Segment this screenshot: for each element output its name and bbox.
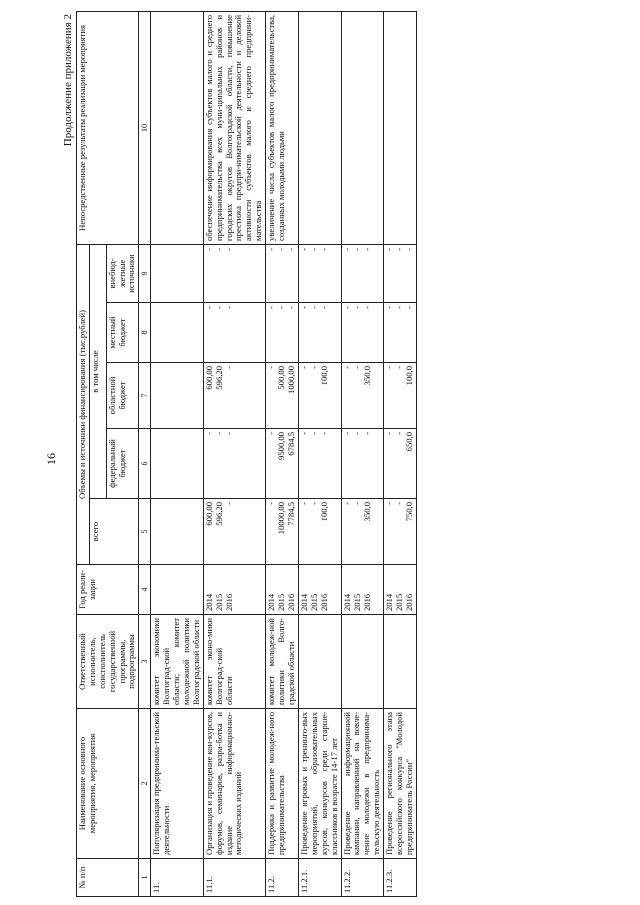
header-federal: федеральный бюджет — [106, 429, 139, 499]
local-value: - — [266, 306, 277, 309]
federal-cell — [266, 429, 299, 499]
local-value: - — [213, 306, 224, 309]
header-responsible: Ответственный исполнитель, соисполнитель государственной программы, подпрограммы — [77, 615, 139, 709]
federal-cell — [384, 429, 417, 499]
regional-value: 350,0 — [361, 366, 372, 386]
regional-value — [172, 366, 182, 425]
total-value — [152, 502, 162, 561]
result-text — [151, 11, 203, 244]
extra-value: - — [361, 247, 372, 251]
extra-value: - — [276, 247, 287, 251]
federal-value: 6784,5 — [286, 432, 297, 456]
federal-cell — [341, 429, 384, 499]
extrabudget-cell — [341, 244, 384, 302]
extra-value: - — [384, 247, 395, 251]
years-value: 2016 — [404, 593, 415, 611]
local-value: - — [361, 306, 372, 309]
total-cell — [384, 499, 417, 565]
local-value: - — [384, 306, 395, 309]
years-value: 2015 — [276, 593, 287, 611]
extra-value: - — [394, 247, 405, 251]
total-cell — [151, 499, 203, 565]
federal-value: - — [299, 432, 310, 435]
responsible-executor: комитет молодеж-ной политики Волго-градской области — [266, 615, 299, 709]
total-value: 596,20 — [213, 502, 224, 526]
total-value: 600,00 — [203, 502, 214, 526]
years-cell — [341, 565, 384, 615]
activity-name: Организация и проведение кон-курсов, форумов, семинаров, разра-ботка и издание информационно-методических изданий — [203, 709, 265, 859]
local-cell — [203, 303, 265, 363]
regional-value — [162, 366, 172, 425]
result-text: увеличение числа субъектов малого предпринимательства, созданных молодыми людьми — [266, 11, 299, 244]
total-value: - — [394, 502, 405, 505]
regional-cell — [266, 363, 299, 429]
extrabudget-cell — [151, 244, 203, 302]
years-value: 2016 — [223, 593, 234, 611]
total-value: - — [299, 502, 310, 505]
federal-value — [152, 432, 162, 495]
regional-cell — [384, 363, 417, 429]
total-value: 350,0 — [361, 502, 372, 522]
total-value: - — [223, 502, 234, 505]
regional-value: - — [266, 366, 277, 369]
regional-value: 500,00 — [276, 366, 287, 390]
federal-value: - — [351, 432, 362, 435]
extra-value: - — [223, 247, 234, 251]
regional-value: - — [223, 366, 234, 369]
regional-value: - — [394, 366, 405, 369]
extra-value: - — [404, 247, 415, 251]
local-cell — [151, 303, 203, 363]
extra-value: - — [266, 247, 277, 251]
years-value: 2014 — [299, 593, 310, 611]
local-value: - — [319, 306, 330, 309]
federal-value: - — [341, 432, 352, 435]
header-regional: областной бюджет — [106, 363, 139, 429]
extra-value: - — [203, 247, 214, 251]
row-number: 11.2.2. — [341, 859, 384, 897]
column-number: 7 — [139, 363, 151, 429]
local-value — [172, 306, 182, 359]
local-value: - — [299, 306, 310, 309]
result-text — [341, 11, 384, 244]
total-value: - — [384, 502, 395, 505]
regional-value: - — [384, 366, 395, 369]
federal-value — [172, 432, 182, 495]
regional-cell — [341, 363, 384, 429]
extrabudget-cell — [384, 244, 417, 302]
federal-value: - — [309, 432, 320, 435]
column-number: 8 — [139, 303, 151, 363]
federal-value: - — [394, 432, 405, 435]
regional-value: - — [299, 366, 310, 369]
row-number: 11.2. — [266, 859, 299, 897]
header-name: Наименование основного мероприятия, мероприятия — [77, 709, 139, 859]
years-value: 2016 — [361, 593, 372, 611]
responsible-executor: комитет эконо-мики Волгоград-ской области — [203, 615, 265, 709]
local-value: - — [341, 306, 352, 309]
table-row — [299, 11, 342, 896]
page-number: 16 — [44, 453, 58, 465]
years-value — [162, 568, 172, 611]
regional-value — [152, 366, 162, 425]
total-value: - — [341, 502, 352, 505]
federal-cell — [151, 429, 203, 499]
header-results: Непосредственные результаты реализации мероприятия — [77, 11, 139, 244]
row-number: 11. — [151, 859, 203, 897]
local-value: - — [223, 306, 234, 309]
result-text: обеспечение информирования субъектов малого и среднего предпринимательства всех муни-ципальных районов и городских округов Волгоградской области, повышение престижа предпри-нимательской деятельности и деловой активности субъектов малого и среднего предприни-мательства — [203, 11, 265, 244]
extra-value: - — [286, 247, 297, 251]
table-row — [266, 11, 299, 896]
responsible-executor — [299, 615, 342, 709]
column-number: 2 — [139, 709, 151, 859]
years-cell — [384, 565, 417, 615]
column-number-row — [139, 11, 151, 896]
extra-value — [162, 248, 172, 299]
years-value: 2014 — [341, 593, 352, 611]
row-number: 11.2.3. — [384, 859, 417, 897]
federal-value: - — [203, 432, 214, 435]
table-row — [151, 11, 203, 896]
activity-name: Поддержка и развитие молодеж-ного предпринимательства — [266, 709, 299, 859]
total-cell — [299, 499, 342, 565]
activity-name: Популяризация предпринима-тельской деятельности — [151, 709, 203, 859]
regional-value: 600,00 — [203, 366, 214, 390]
total-cell — [203, 499, 265, 565]
years-value: 2014 — [266, 593, 277, 611]
total-cell — [266, 499, 299, 565]
table-row — [384, 11, 417, 896]
header-funding: Объемы и источники финансирования (тыс.рублей) — [77, 244, 90, 564]
years-value: 2014 — [203, 593, 214, 611]
regional-value: - — [309, 366, 320, 369]
years-cell — [151, 565, 203, 615]
federal-value — [162, 432, 172, 495]
federal-cell — [299, 429, 342, 499]
years-value: 2016 — [286, 593, 297, 611]
row-number: 11.1. — [203, 859, 265, 897]
total-value: - — [266, 502, 277, 505]
result-text — [384, 11, 417, 244]
total-value: - — [351, 502, 362, 505]
federal-value: 650,0 — [404, 432, 415, 452]
column-number: 4 — [139, 565, 151, 615]
local-value — [152, 306, 162, 359]
regional-value: 1000,00 — [286, 366, 297, 394]
total-value: - — [309, 502, 320, 505]
regional-value: 100,0 — [404, 366, 415, 386]
activity-name: Проведение игровых и тренинго-вых мероприятий, образовательных курсов, конкурсов среди старше-классников в возрасте 14-17 лет — [299, 709, 342, 859]
local-value: - — [309, 306, 320, 309]
federal-value: - — [319, 432, 330, 435]
regional-value: - — [351, 366, 362, 369]
federal-value: - — [213, 432, 224, 435]
extra-value: - — [319, 247, 330, 251]
local-cell — [266, 303, 299, 363]
total-value: 750,0 — [404, 502, 415, 522]
continuation-note: Продолжение приложения 2 — [62, 14, 74, 147]
activity-name: Проведение регионального этапа всероссийского конкурса "Молодой предприниматель России" — [384, 709, 417, 859]
header-total: всего — [89, 499, 138, 565]
extra-value: - — [213, 247, 224, 251]
column-number: 5 — [139, 499, 151, 565]
extrabudget-cell — [203, 244, 265, 302]
column-number: 9 — [139, 244, 151, 302]
extra-value — [152, 248, 162, 299]
header-extrabudget: внебюд-жетные источники — [106, 244, 139, 302]
local-value: - — [276, 306, 287, 309]
regional-value: - — [341, 366, 352, 369]
years-value — [172, 568, 182, 611]
extra-value — [172, 248, 182, 299]
header-local: местный бюджет — [106, 303, 139, 363]
local-value: - — [286, 306, 297, 309]
total-value — [162, 502, 172, 561]
federal-cell — [203, 429, 265, 499]
local-value: - — [404, 306, 415, 309]
total-cell — [341, 499, 384, 565]
extrabudget-cell — [299, 244, 342, 302]
table-row — [203, 11, 265, 896]
header-including: в том числе — [89, 244, 106, 498]
years-cell — [266, 565, 299, 615]
federal-value: - — [361, 432, 372, 435]
local-value — [162, 306, 172, 359]
column-number: 1 — [139, 859, 151, 897]
years-value: 2015 — [213, 593, 224, 611]
regional-cell — [299, 363, 342, 429]
years-value: 2015 — [394, 593, 405, 611]
years-value: 2016 — [319, 593, 330, 611]
column-number: 3 — [139, 615, 151, 709]
federal-value: - — [223, 432, 234, 435]
federal-value: 9500,00 — [276, 432, 287, 460]
column-number: 6 — [139, 429, 151, 499]
local-cell — [299, 303, 342, 363]
years-value: 2015 — [351, 593, 362, 611]
extra-value: - — [299, 247, 310, 251]
years-cell — [299, 565, 342, 615]
extra-value: - — [341, 247, 352, 251]
local-value: - — [351, 306, 362, 309]
program-table — [76, 11, 417, 897]
years-value — [152, 568, 162, 611]
years-cell — [203, 565, 265, 615]
extra-value: - — [309, 247, 320, 251]
regional-cell — [203, 363, 265, 429]
local-cell — [384, 303, 417, 363]
table-row — [341, 11, 384, 896]
regional-value: 100,0 — [319, 366, 330, 386]
result-text — [299, 11, 342, 244]
local-value: - — [394, 306, 405, 309]
federal-value: - — [384, 432, 395, 435]
header-no: № п/п — [77, 859, 139, 897]
years-value: 2015 — [309, 593, 320, 611]
federal-value: - — [266, 432, 277, 435]
regional-cell — [151, 363, 203, 429]
extra-value: - — [351, 247, 362, 251]
total-value: 10000,00 — [276, 502, 287, 535]
years-value: 2014 — [384, 593, 395, 611]
total-value — [172, 502, 182, 561]
activity-name: Проведение информационной кампании, направленной на вовле-чение молодежи в предпринима-тельскую деятельность — [341, 709, 384, 859]
extrabudget-cell — [266, 244, 299, 302]
total-value: 100,0 — [319, 502, 330, 522]
regional-value: 596,20 — [213, 366, 224, 390]
row-number: 11.2.1. — [299, 859, 342, 897]
column-number: 10 — [139, 11, 151, 244]
responsible-executor — [341, 615, 384, 709]
local-value: - — [203, 306, 214, 309]
header-year: Год реали-зации — [77, 565, 139, 615]
total-value: 7784,5 — [286, 502, 297, 526]
responsible-executor: комитет экономики Волгоград-ской области; комитет молодежной политики Волгоградской области — [151, 615, 203, 709]
responsible-executor — [384, 615, 417, 709]
local-cell — [341, 303, 384, 363]
